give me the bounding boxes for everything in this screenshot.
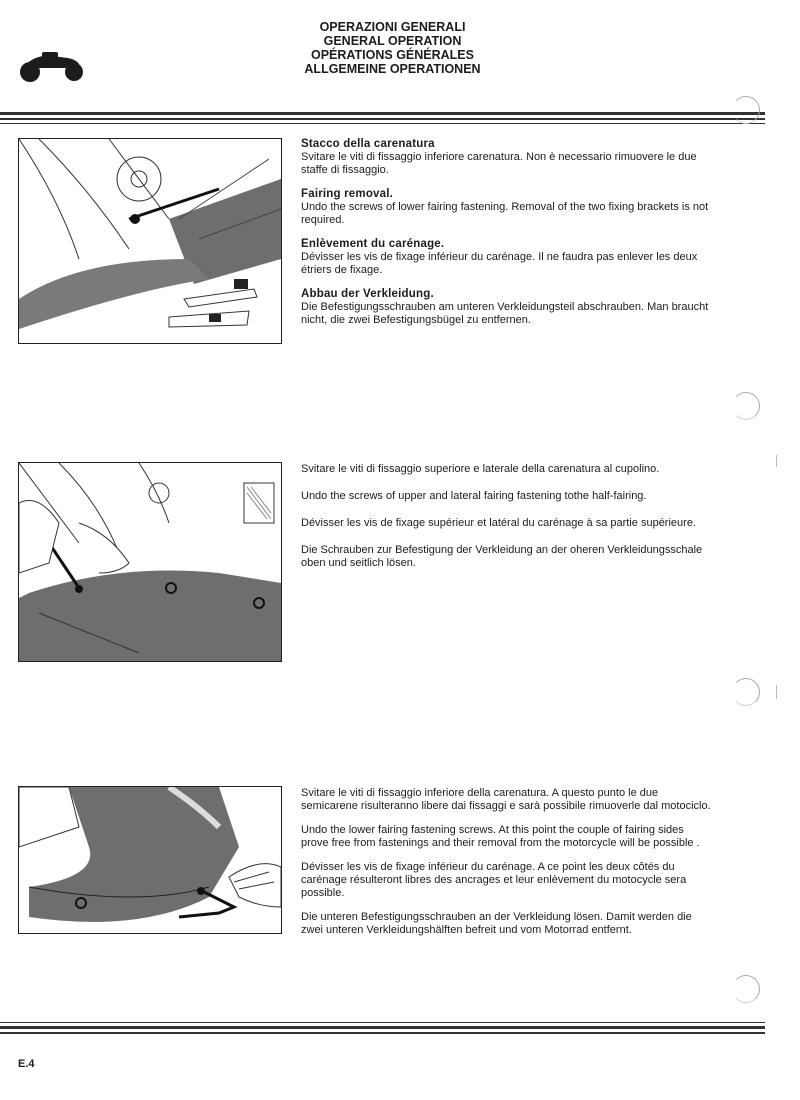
top-rule-thin <box>0 118 765 120</box>
figure-lower-screws <box>18 786 282 934</box>
section2-text <box>301 463 711 584</box>
section1-body-de: Die Befestigungsschrauben am unteren Verkleidungsteil abschrauben. Man braucht nicht, die zwei Befestigungsbügel zu entfernen. <box>301 301 709 326</box>
section1-body-en: Undo the screws of lower fairing fastening. Removal of the two fixing brackets is not required. <box>301 201 709 226</box>
binder-hole-mark <box>732 96 760 124</box>
header-title-en: GENERAL OPERATION <box>323 34 462 48</box>
section2-it: Svitare le viti di fissaggio superiore e laterale della carenatura al cupolino. <box>301 463 660 475</box>
motorcycle-logo-icon <box>16 46 86 86</box>
binder-hole-mark <box>732 975 760 1003</box>
top-rule-thick <box>0 112 765 115</box>
section3-fr: Dévisser les vis de fixage inférieur du carénage. A ce point les deux côtés du carénage résulteront libres des ancrages et leur enlèvement du motocycle sera possible. <box>301 861 687 899</box>
section2-en: Undo the screws of upper and lateral fairing fastening tothe half-fairing. <box>301 490 647 502</box>
section1-body-fr: Dévisser les vis de fixage inférieur du carénage. Il ne faudra pas enlever les deux étriers de fixage. <box>301 251 698 276</box>
header-title-it: OPERAZIONI GENERALI <box>319 20 466 34</box>
page-number: E.4 <box>18 1058 35 1070</box>
bottom-rule-thin <box>0 1022 765 1023</box>
bottom-rule-thin-2 <box>0 1032 765 1034</box>
binder-tick <box>776 685 777 699</box>
section2-fr: Dévisser les vis de fixage supérieur et latéral du carénage à sa partie supérieure. <box>301 517 696 529</box>
section1-body-it: Svitare le viti di fissaggio inferiore carenatura. Non è necessario rimuovere le due staffe di fissaggio. <box>301 151 697 176</box>
section1-title-fr: Enlèvement du carénage. <box>301 238 445 250</box>
section1-title-de: Abbau der Verkleidung. <box>301 288 434 300</box>
header-title-fr: OPÉRATIONS GÉNÉRALES <box>311 48 474 62</box>
page-header <box>0 20 800 76</box>
binder-hole-mark <box>732 678 760 706</box>
figure-fairing-removal <box>18 138 282 344</box>
section1-title-it: Stacco della carenatura <box>301 138 435 150</box>
section2-de: Die Schrauben zur Befestigung der Verkleidung an der oheren Verkleidungsschale oben und seitlich lösen. <box>301 544 703 569</box>
binder-hole-mark <box>732 392 760 420</box>
section1-text <box>301 138 711 338</box>
section3-it: Svitare le viti di fissaggio inferiore della carenatura. A questo punto le due semicarene risulteranno libere dai fissaggi e sarà possibile rimuoverle dal motociclo. <box>301 787 711 812</box>
section3-en: Undo the lower fairing fastening screws. At this point the couple of fairing sides prove free from fastenings and their removal from the motorcycle will be possible . <box>301 824 700 849</box>
section3-text <box>301 787 711 948</box>
section1-title-en: Fairing removal. <box>301 188 394 200</box>
binder-tick <box>776 455 777 467</box>
header-title-de: ALLGEMEINE OPERATIONEN <box>304 62 481 76</box>
bottom-rule-thick <box>0 1026 765 1029</box>
top-rule-thin-2 <box>0 123 765 124</box>
figure-upper-screws <box>18 462 282 662</box>
section3-de: Die unteren Befestigungsschrauben an der Verkleidung lösen. Damit werden die zwei unteren Verkleidungshälften befreit und vom Motorrad entfernt. <box>301 911 692 936</box>
